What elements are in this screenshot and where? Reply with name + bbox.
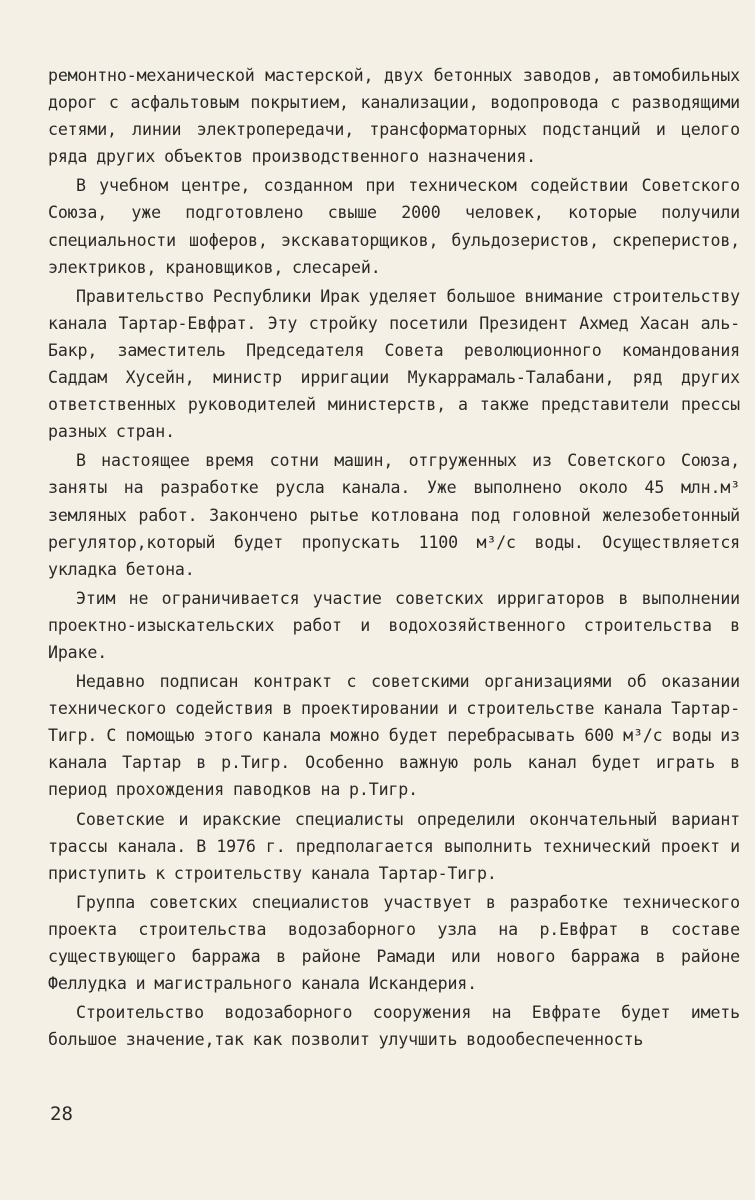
paragraph-2: В учебном центре, созданном при техническом содействии Советского Союза, уже подготовлено свыше 2000 человек, которые получили специальности шоферов, экскаваторщиков, бульдозеристов, скреперистов, электриков, крановщиков, слесарей. [48, 176, 740, 277]
body-text [48, 62, 740, 1055]
paragraph-4: В настоящее время сотни машин, отгруженных из Советского Союза, заняты на разработке русла канала. Уже выполнено около 45 млн.м³ земляных работ. Закончено рытье котлована под головной железобетонный регулятор,который будет пропускать 1100 м³/с воды. Осуществляется укладка бетона. [48, 451, 740, 579]
paragraph-7: Советские и иракские специалисты определили окончательный вариант трассы канала. В 1976 г. предполагается выполнить технический проект и приступить к строительству канала Тартар-Тигр. [48, 809, 740, 883]
paragraph-6: Недавно подписан контракт с советскими организациями об оказании технического содействия в проектировании и строительстве канала Тартар-Тигр. С помощью этого канала можно будет перебрасывать 600 м³/с воды из канала Тартар в р.Тигр. Особенно важную роль канал будет играть в период прохождения паводков на р.Тигр. [48, 672, 740, 800]
page-number: 28 [50, 1103, 73, 1125]
paragraph-5: Этим не ограничивается участие советских ирригаторов в выполнении проектно-изыскательских работ и водохозяйственного строительства в Ираке. [48, 588, 740, 662]
paragraph-8: Группа советских специалистов участвует в разработке технического проекта строительства водозаборного узла на р.Евфрат в составе существующего барража в районе Рамади или нового барража в районе Феллудка и магистрального канала Искандерия. [48, 892, 740, 994]
paragraph-3: Правительство Республики Ирак уделяет большое внимание строительству канала Тартар-Евфрат. Эту стройку посетили Президент Ахмед Хасан аль-Бакр, заместитель Председателя Совета революционного командования Саддам Хусейн, министр ирригации Мукаррамаль-Талабани, ряд других ответственных руководителей министерств, а также представители прессы разных стран. [48, 286, 740, 442]
paragraph-1: ремонтно-механической мастерской, двух бетонных заводов, автомобильных дорог с асфальтовым покрытием, канализации, водопровода с разводящими сетями, линии электропередачи, трансформаторных подстанций и целого ряда других объектов производственного назначения. [48, 66, 740, 167]
paragraph-9: Строительство водозаборного сооружения на Евфрате будет иметь большое значение,так как позволит улучшить водообеспеченность [48, 1003, 740, 1050]
